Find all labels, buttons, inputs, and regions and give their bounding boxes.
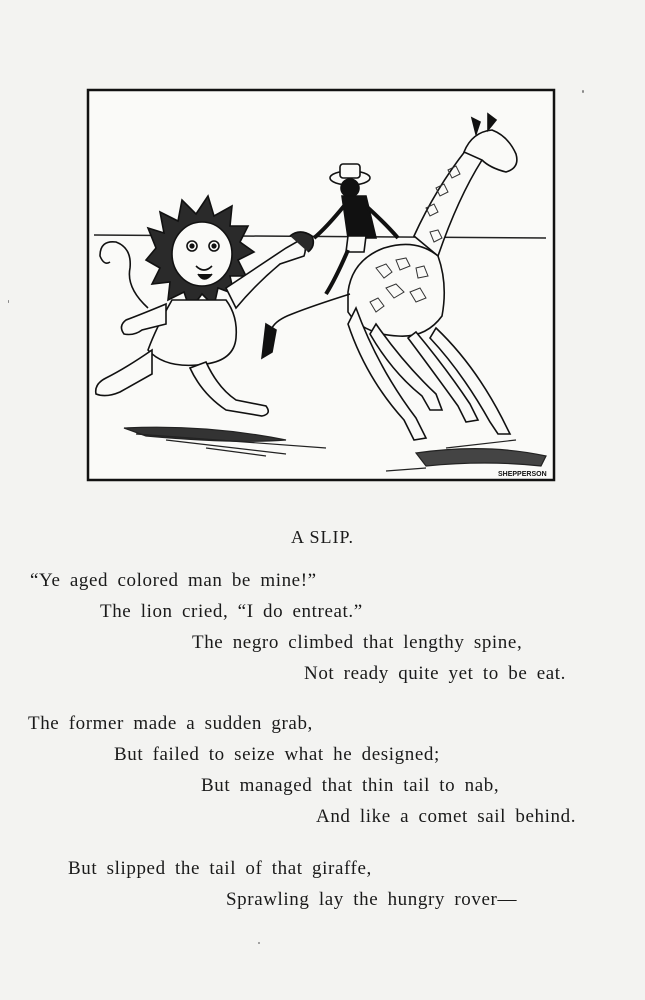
- poem-line: Not ready quite yet to be eat.: [304, 663, 567, 684]
- poem-title: A SLIP.: [290, 527, 355, 547]
- poem-line: Sprawling lay the hungry rover—: [226, 889, 518, 910]
- paper-speck: [258, 942, 260, 944]
- paper-speck: [8, 300, 9, 303]
- lion-giraffe-drawing: [86, 88, 556, 482]
- poem-line: The former made a sudden grab,: [28, 713, 313, 734]
- paper-speck: [582, 90, 584, 93]
- poem-line: And like a comet sail behind.: [316, 806, 577, 827]
- poem-line: But managed that thin tail to nab,: [201, 775, 500, 796]
- poem-line: But slipped the tail of that giraffe,: [68, 858, 372, 879]
- poem-line: The lion cried, “I do entreat.”: [100, 601, 363, 622]
- poem-line: The negro climbed that lengthy spine,: [192, 632, 523, 653]
- illustration: [86, 88, 556, 482]
- poem-line: “Ye aged colored man be mine!”: [30, 570, 317, 591]
- poem-line: But failed to seize what he designed;: [114, 744, 440, 765]
- artist-signature: SHEPPERSON: [498, 471, 547, 478]
